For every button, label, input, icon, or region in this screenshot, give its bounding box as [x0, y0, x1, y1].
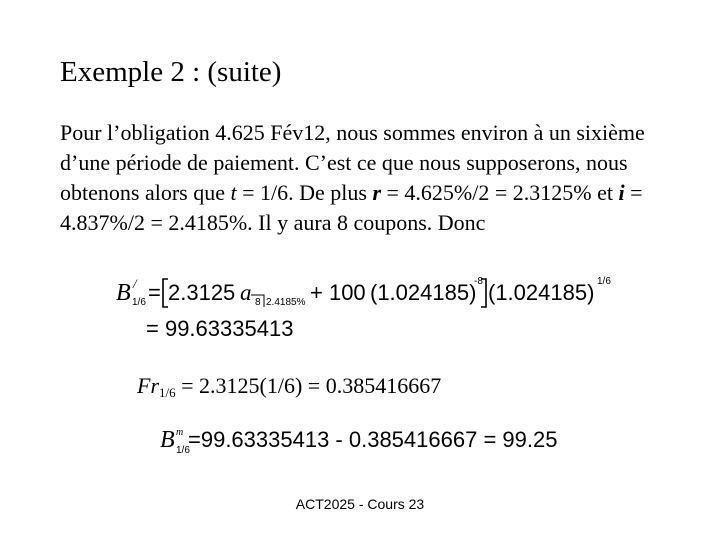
formula-plus-term: + 100	[310, 280, 366, 305]
formula-discount-base: (1.024185)	[370, 280, 477, 305]
bond-price-formula	[100, 270, 620, 350]
clean-price-formula	[150, 422, 590, 462]
formula-coefficient: 2.3125	[168, 280, 236, 305]
variable-t: t	[230, 180, 237, 205]
fraction-coupon-formula	[137, 372, 441, 407]
paragraph-text-1: Pour l’obligation 4.625 Fév12, nous sommes environ à un sixième d’une période de paiement. C’est ce que nous supposerons, nous obtenons alors que	[60, 120, 645, 205]
formula-annuity-symbol: a	[240, 280, 252, 305]
formula-annuity-rate: 2.4185%	[266, 297, 306, 308]
final-b-subscript: 1/6	[176, 445, 190, 456]
final-b-superscript: m	[176, 427, 184, 438]
paragraph-text-4: = 4.837%/2 = 2.4185%. Il y aura 8 coupons. Donc	[60, 180, 643, 235]
formula-discount-exponent: -8	[474, 276, 483, 287]
formula-b-superscript: /	[133, 276, 137, 291]
formula-b-symbol: B	[116, 280, 131, 306]
slide-title: Exemple 2 : (suite)	[60, 56, 282, 88]
slide-footer: ACT2025 - Cours 23	[295, 496, 425, 512]
paragraph-text-2: = 1/6. De plus	[236, 180, 373, 205]
formula-annuity-n: 8	[255, 297, 261, 308]
variable-r: r	[372, 180, 382, 205]
body-paragraph	[60, 118, 670, 238]
fr-rhs: = 2.3125(1/6) = 0.385416667	[175, 373, 442, 398]
formula-accum-base: (1.024185)	[488, 280, 595, 305]
formula-b-subscript: 1/6	[132, 297, 146, 308]
final-b-symbol: B	[160, 427, 175, 453]
variable-i: i	[618, 180, 625, 205]
formula-result-line: = 99.63335413	[146, 316, 294, 341]
final-rhs: =99.63335413 - 0.385416667 = 99.25	[188, 427, 558, 452]
paragraph-text-3: = 4.625%/2 = 2.3125% et	[381, 180, 619, 205]
formula-accum-exponent: 1/6	[597, 276, 611, 287]
fr-symbol: Fr	[137, 373, 159, 398]
fr-subscript: 1/6	[159, 385, 176, 400]
formula-equals: =	[148, 280, 161, 305]
